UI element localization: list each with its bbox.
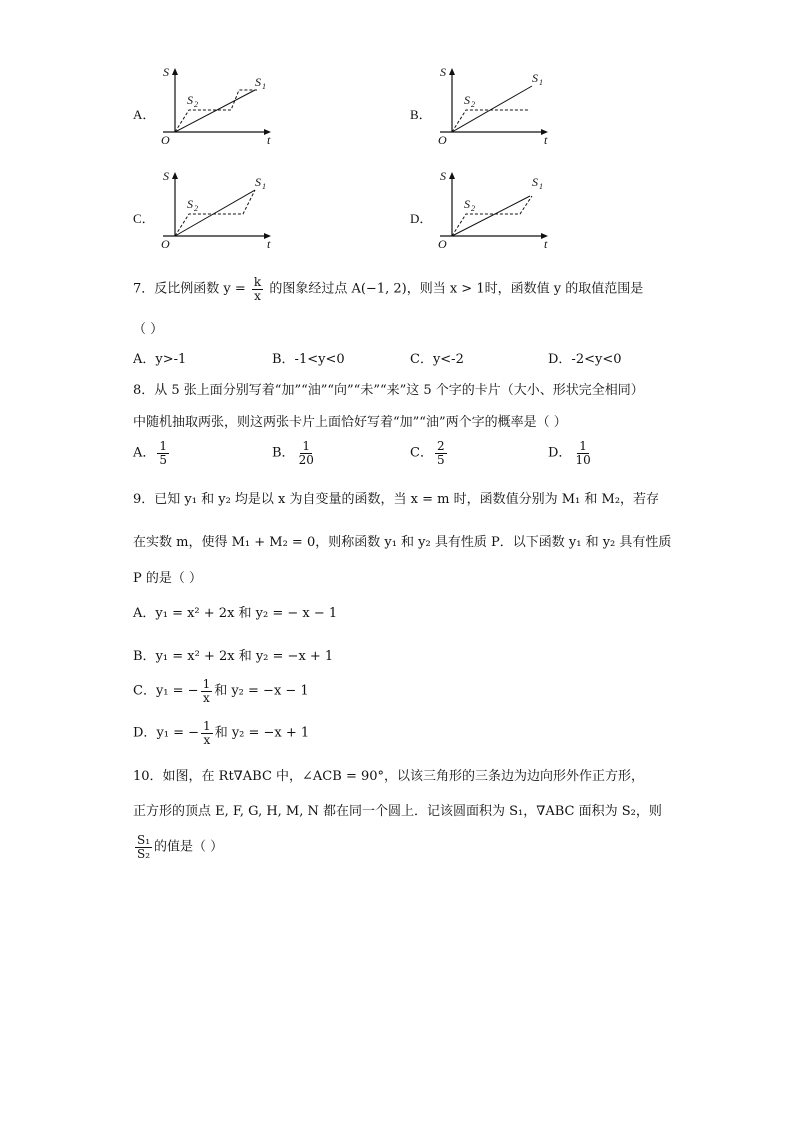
axis-label-t: t <box>267 133 271 147</box>
q8-line-2: 中随机抽取两张，则这两张卡片上面恰好写着“加”“油”两个字的概率是（ ） <box>133 415 567 430</box>
graph-option-d-plot <box>432 168 562 260</box>
q9-b-text: y₁ = x² + 2x 和 y₂ = −x + 1 <box>155 649 334 664</box>
graph-option-c-plot <box>155 168 285 260</box>
s2-label: S <box>464 197 470 211</box>
s1-label: S <box>532 71 538 85</box>
q9-c-post: 和 y₂ = −x − 1 <box>214 683 309 699</box>
origin-label: O <box>161 237 170 251</box>
graph-option-b-label: B． <box>410 107 432 122</box>
q7-frac-num: k <box>253 275 262 289</box>
q9-option-b <box>133 645 333 664</box>
q10-line-3-post: 的值是（ ） <box>154 839 224 855</box>
q9-c-den: x <box>202 690 210 705</box>
q8-d-num: 1 <box>579 439 587 453</box>
origin-label: O <box>438 237 447 251</box>
q8-option-a-label: A． <box>133 445 156 461</box>
s2-label: S <box>464 93 470 107</box>
axis-label-s: S <box>440 65 446 79</box>
q9-option-d <box>133 720 309 746</box>
origin-label: O <box>438 133 447 147</box>
q7-prefix: 7．反比例函数 y = <box>133 281 246 297</box>
graph-option-d-label: D． <box>410 211 433 226</box>
q9-b-label: B． <box>133 649 156 664</box>
axis-label-t: t <box>544 133 548 147</box>
q7-option-a: A．y>-1 <box>133 352 187 367</box>
q10-frac-den: S₂ <box>137 846 151 861</box>
y-axis-arrow <box>172 68 178 75</box>
q9-d-num: 1 <box>203 719 211 733</box>
q9-c-num: 1 <box>202 677 211 691</box>
s2-label: S <box>187 93 193 107</box>
q8-option-c <box>410 440 449 466</box>
graph-option-a-label: A． <box>133 107 156 122</box>
s1-sub: 1 <box>262 82 266 91</box>
q10-fraction <box>135 834 152 860</box>
graph-option-a <box>133 64 283 156</box>
graph-option-d <box>410 168 560 260</box>
q8-option-c-label: C． <box>410 445 433 461</box>
q8-b-num: 1 <box>302 439 311 453</box>
s2-sub: 2 <box>194 100 198 109</box>
s1-label: S <box>255 75 261 89</box>
graph-option-b-plot <box>432 64 562 156</box>
q8-a-den: 5 <box>159 452 168 467</box>
axis-label-s: S <box>163 65 169 79</box>
s1-label: S <box>532 175 538 189</box>
q9-d-post: 和 y₂ = −x + 1 <box>214 725 310 741</box>
q9-d-label: D． <box>133 725 157 741</box>
q8-option-a <box>133 440 171 466</box>
q8-c-num: 2 <box>436 439 445 453</box>
q7-option-b: B．-1<y<0 <box>272 352 345 367</box>
q7-middle: 的图象经过点 A(−1, 2)，则当 x > 1时，函数值 y 的取值范围是 <box>269 281 644 297</box>
q8-option-b <box>272 440 318 466</box>
s2-sub: 2 <box>194 204 198 213</box>
q7-frac-den: x <box>254 288 261 303</box>
s1-sub: 1 <box>539 182 543 191</box>
q9-line-1: 9．已知 y₁ 和 y₂ 均是以 x 为自变量的函数，当 x = m 时，函数值分别为 M₁ 和 M₂，若存 <box>133 492 660 507</box>
graph-option-c-label: C． <box>133 211 155 226</box>
q9-option-a <box>133 602 337 621</box>
q8-d-den: 10 <box>575 452 591 467</box>
q10-frac-num: S₁ <box>137 833 151 847</box>
q9-line-3: P 的是（ ） <box>133 571 203 586</box>
y-axis-arrow <box>449 172 455 179</box>
q8-option-d-label: D． <box>548 445 572 461</box>
q8-c-den: 5 <box>436 452 445 467</box>
q9-a-label: A． <box>133 606 156 621</box>
s2-path <box>452 110 530 132</box>
q8-option-b-label: B． <box>272 445 295 461</box>
q9-c-label: C． <box>133 683 156 699</box>
q9-line-2: 在实数 m，使得 M₁ + M₂ = 0，则称函数 y₁ 和 y₂ 具有性质 P．以下函数 y₁ 和 y₂ 具有性质 <box>133 535 672 550</box>
graph-option-b <box>410 64 560 156</box>
s2-sub: 2 <box>471 204 475 213</box>
s1-sub: 1 <box>262 182 266 191</box>
q10-line-1: 10．如图，在 Rt∇ABC 中，∠ACB = 90°，以该三角形的三条边为边向形外作正方形， <box>133 769 645 784</box>
y-axis-arrow <box>172 172 178 179</box>
q9-d-den: x <box>203 732 211 747</box>
s1-label: S <box>255 175 261 189</box>
q9-option-c <box>133 678 309 704</box>
axis-label-t: t <box>544 237 548 251</box>
q7-option-c: C．y<-2 <box>410 352 464 367</box>
axis-label-t: t <box>267 237 271 251</box>
q8-a-num: 1 <box>159 439 168 453</box>
s2-label: S <box>187 197 193 211</box>
q9-c-pre: y₁ = − <box>155 683 199 699</box>
axis-label-s: S <box>163 169 169 183</box>
q8-option-d <box>548 440 595 466</box>
q8-line-1: 8．从 5 张上面分别写着“加”“油”“向”“未”“来”这 5 个字的卡片（大小、形状完全相同） <box>133 383 644 398</box>
q10-line-3 <box>133 834 223 860</box>
q7-bracket: （ ） <box>133 322 164 337</box>
question-7 <box>133 276 643 302</box>
q9-a-text: y₁ = x² + 2x 和 y₂ = − x − 1 <box>155 606 338 621</box>
q10-line-2: 正方形的顶点 E, F, G, H, M, N 都在同一个圆上．记该圆面积为 S₁，∇ABC 面积为 S₂，则 <box>133 804 662 819</box>
origin-label: O <box>161 133 170 147</box>
q8-b-den: 20 <box>298 452 314 467</box>
s2-sub: 2 <box>471 100 475 109</box>
q7-option-d: D．-2<y<0 <box>548 352 622 367</box>
axis-label-s: S <box>440 169 446 183</box>
graph-option-c <box>133 168 283 260</box>
graph-option-a-plot <box>155 64 285 156</box>
s1-sub: 1 <box>539 78 543 87</box>
q9-d-pre: y₁ = − <box>156 725 200 741</box>
q7-fraction <box>252 276 263 302</box>
y-axis-arrow <box>449 68 455 75</box>
